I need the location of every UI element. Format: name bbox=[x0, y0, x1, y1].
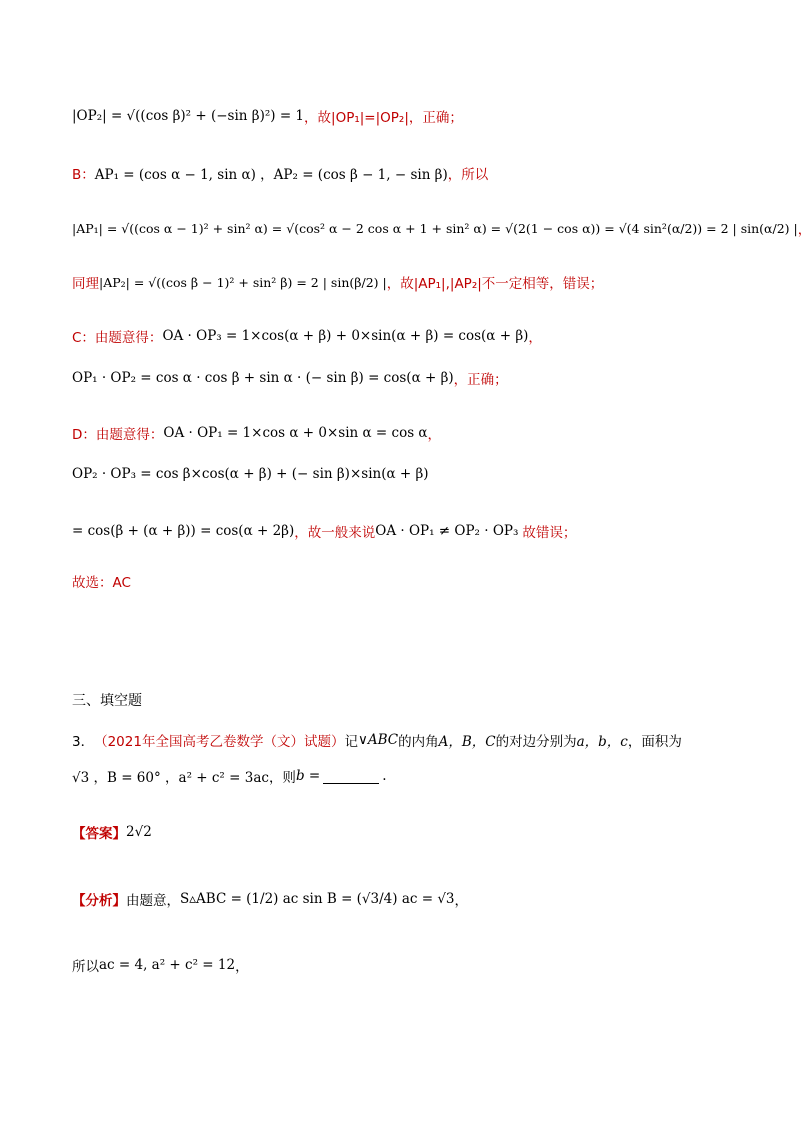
conclusion-a-text: ，故|OP₁|=|OP₂|，正确； bbox=[304, 110, 463, 126]
comma: ， bbox=[235, 959, 249, 975]
dot-oa-op1-formula: OA · OP₁ = 1×cos α + 0×sin α = cos α bbox=[163, 425, 428, 441]
answer-blank bbox=[323, 769, 379, 784]
comma: ， bbox=[427, 427, 442, 443]
conclusion-c-text: ，正确； bbox=[453, 372, 508, 388]
section-heading bbox=[72, 690, 754, 710]
triangle-symbol: ∨ABC bbox=[357, 732, 399, 748]
dot-oa-op3-formula: OA · OP₃ = 1×cos(α + β) + 0×sin(α + β) = cos(α + β) bbox=[162, 328, 529, 344]
solution-line-1 bbox=[72, 106, 754, 126]
answer-value: 2√2 bbox=[126, 824, 152, 840]
analysis-line-2 bbox=[72, 955, 754, 975]
answer-label: 【答案】 bbox=[72, 826, 126, 842]
area-formula: S▵ABC = (1/2) ac sin B = (√3/4) ac = √3 bbox=[180, 891, 455, 907]
dot-op1-op2-formula: OP₁ · OP₂ = cos α · cos β + sin α · (− sin β) = cos(α + β) bbox=[72, 370, 454, 386]
ac-result-formula: ac = 4, a² + c² = 12 bbox=[99, 957, 236, 973]
analysis-label: 【分析】 bbox=[72, 893, 126, 909]
conclusion-b-text: ，故|AP₁|,|AP₂|不一定相等，错误； bbox=[386, 276, 604, 292]
stem-text: 记 bbox=[344, 734, 358, 750]
option-c-label: C：由题意得： bbox=[72, 330, 163, 346]
modulus-ap2-formula: |AP₂| = √((cos β − 1)² + sin² β) = 2 | sin(β/2) | bbox=[99, 274, 387, 290]
stem-text: 的内角 bbox=[398, 734, 439, 750]
problem-source: （2021年全国高考乙卷数学（文）试题） bbox=[94, 734, 345, 750]
similarly-text: 同理 bbox=[72, 276, 99, 292]
stem-text: ，则 bbox=[268, 770, 296, 786]
option-b-label: B： bbox=[72, 167, 95, 183]
solution-line-9 bbox=[72, 521, 754, 541]
option-d-label: D：由题意得： bbox=[72, 427, 164, 443]
solution-line-6 bbox=[72, 368, 754, 388]
solution-line-3 bbox=[72, 218, 811, 238]
comma: ， bbox=[797, 222, 811, 238]
angle-vars: A，B，C bbox=[438, 734, 496, 750]
stem-text: 的对边分别为 bbox=[495, 734, 577, 750]
problem-number: 3． bbox=[72, 734, 95, 750]
conclusion-d-text: 故错误； bbox=[522, 525, 577, 541]
comma: ， bbox=[528, 330, 542, 346]
problem-line-2 bbox=[72, 766, 754, 786]
solution-line-2 bbox=[72, 163, 754, 183]
generally-text: ，故一般来说 bbox=[294, 525, 376, 541]
period: . bbox=[382, 768, 387, 784]
section-title: 三、填空题 bbox=[72, 693, 142, 709]
unknown-b: b = bbox=[295, 768, 321, 784]
comma: ， bbox=[454, 893, 469, 909]
so-text: 所以 bbox=[72, 959, 99, 975]
given-conditions: √3 ，B = 60° ，a² + c² = 3ac bbox=[72, 770, 269, 786]
solution-line-7 bbox=[72, 423, 754, 443]
vectors-ap-formula: AP₁ = (cos α − 1, sin α) ，AP₂ = (cos β − 1, − sin β) bbox=[94, 167, 448, 183]
solution-line-8 bbox=[72, 466, 754, 482]
solution-line-4 bbox=[72, 272, 754, 292]
choice-text: 故选：AC bbox=[72, 575, 131, 591]
stem-text: ，面积为 bbox=[627, 734, 682, 750]
analysis-line-1 bbox=[72, 889, 754, 909]
dot-op2-op3-formula: OP₂ · OP₃ = cos β×cos(α + β) + (− sin β)×sin(α + β) bbox=[72, 466, 429, 482]
solution-line-5 bbox=[72, 326, 754, 346]
side-vars: a，b，c bbox=[576, 734, 628, 750]
answer-line bbox=[72, 822, 754, 842]
inequality-formula: OA · OP₁ ≠ OP₂ · OP₃ bbox=[375, 523, 519, 539]
cos-simplification-formula: = cos(β + (α + β)) = cos(α + 2β) bbox=[72, 523, 295, 539]
modulus-op2-formula: |OP₂| = √((cos β)² + (−sin β)²) = 1 bbox=[72, 108, 305, 124]
solution-choice bbox=[72, 571, 754, 591]
analysis-lead: 由题意， bbox=[126, 893, 180, 909]
therefore-text: ，所以 bbox=[447, 167, 489, 183]
modulus-ap1-formula: |AP₁| = √((cos α − 1)² + sin² α) = √(cos² α − 2 cos α + 1 + sin² α) = √(2(1 − cos α)) = √(4 sin²(α/2)) = 2 | sin(α/2) | bbox=[72, 220, 798, 236]
problem-line-1 bbox=[72, 730, 754, 750]
